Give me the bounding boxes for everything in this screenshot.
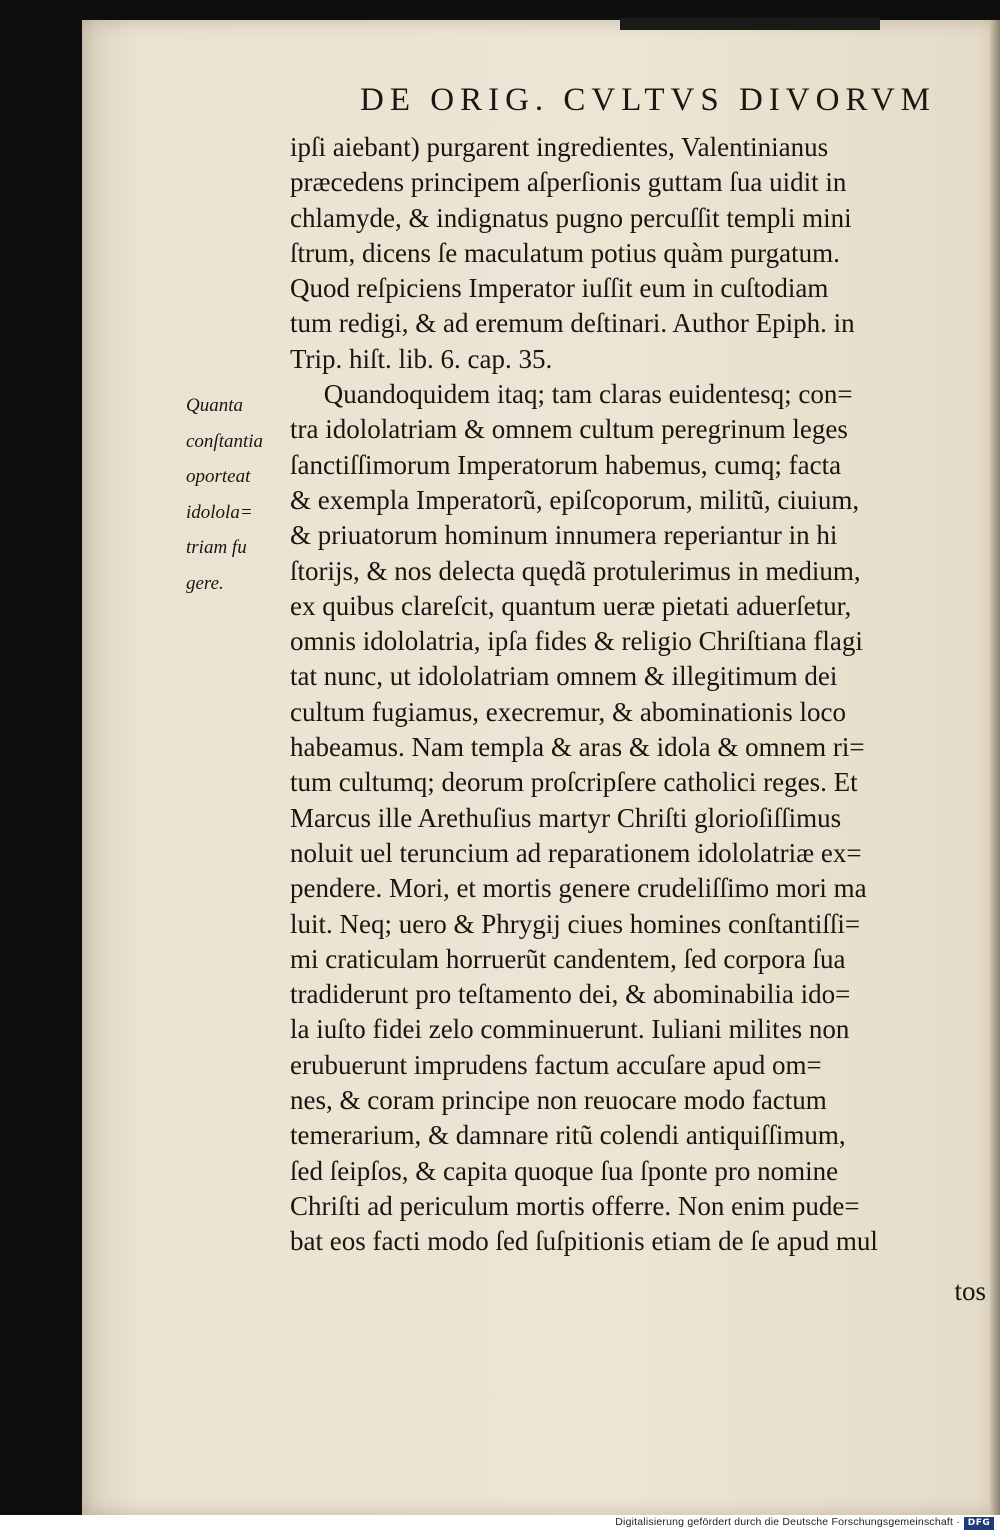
marginal-note-line: triam fu [186,537,247,558]
text-line: noluit uel teruncium ad reparationem idololatriæ ex= [290,837,862,868]
text-line: præcedens principem aſperſionis guttam ſua uidit in [290,167,847,198]
text-line: tradiderunt pro teſtamento dei, & abominabilia ido= [290,979,851,1010]
text-line: luit. Neq; uero & Phrygij ciues homines conſtantiſſi= [290,908,861,939]
funding-credit: Digitalisierung gefördert durch die Deutsche Forschungsgemeinschaft · [615,1516,960,1528]
text-line: ſtorijs, & nos delecta quędã protulerimus in medium, [290,555,861,586]
text-line: & exempla Imperatorũ, epiſcoporum, militũ, ciuium, [290,484,860,515]
text-line: ipſi aiebant) purgarent ingredientes, Valentinianus [290,132,829,162]
text-line: Trip. hiſt. lib. 6. cap. 35. [290,343,553,374]
text-line: erubuerunt imprudens factum accuſare apud om= [290,1049,822,1080]
page-edge [990,20,1000,1515]
text-line: omnis idololatria, ipſa fides & religio Chriſtiana flagi [290,626,863,657]
text-line: & priuatorum hominum innumera reperiantur in hi [290,520,838,551]
text-line: habeamus. Nam templa & aras & idola & omnem ri= [290,732,865,763]
text-line: Marcus ille Arethuſius martyr Chriſti glorioſiſſimus [290,802,842,833]
text-line: pendere. Mori, et mortis genere crudeliſſimo mori ma [290,873,867,904]
marginal-note-line: idolola= [186,501,253,523]
text-line: tum cultumq; deorum proſcripſere catholici reges. Et [290,767,858,798]
text-line: cultum fugiamus, execremur, & abominationis loco [290,696,847,727]
marginal-note-line: Quanta [186,395,243,416]
text-line: ex quibus clareſcit, quantum ueræ pietati aduerſetur, [290,590,852,621]
text-line: Quod reſpiciens Imperator iuſſit eum in cuſtodiam [290,273,829,304]
text-line: tra idololatriam & omnem cultum peregrinum leges [290,414,848,445]
marginal-note-line: gere. [186,572,224,594]
text-line: ſed ſeipſos, & capita quoque ſua ſponte pro nomine [290,1155,839,1186]
text-line: bat eos facti modo ſed ſuſpitionis etiam de ſe apud mul [290,1226,878,1257]
text-line: ſtrum, dicens ſe maculatum potius quàm purgatum. [290,237,840,268]
marginal-note [186,388,286,601]
marginal-note-line: oporteat [186,466,251,487]
body-text [290,130,990,1260]
running-head: DE ORIG. CVLTVS DIVORVM [360,82,936,118]
text-line: tum redigi, & ad eremum deſtinari. Author Epiph. in [290,308,855,339]
text-line: mi craticulam horruerũt candentem, ſed corpora ſua [290,943,846,974]
text-line: ſanctiſſimorum Imperatorum habemus, cumq; facta [290,449,842,480]
catchword: tos [954,1276,986,1306]
text-line: Chriſti ad periculum mortis offerre. Non enim pude= [290,1190,860,1221]
marginal-note-line: conſtantia [186,430,264,452]
text-line: chlamyde, & indignatus pugno percuſſit templi mini [290,202,852,233]
text-line: temerarium, & damnare ritũ colendi antiquiſſimum, [290,1120,846,1151]
text-line: tat nunc, ut idololatriam omnem & illegitimum dei [290,661,838,692]
dfg-logo: DFG [964,1517,994,1530]
text-line: la iuſto fidei zelo comminuerunt. Iuliani milites non [290,1014,850,1045]
page-top-tab [620,18,880,30]
text-line: Quandoquidem itaq; tam claras euidentesq; con= [290,379,853,410]
text-line: nes, & coram principe non reuocare modo factum [290,1085,827,1116]
